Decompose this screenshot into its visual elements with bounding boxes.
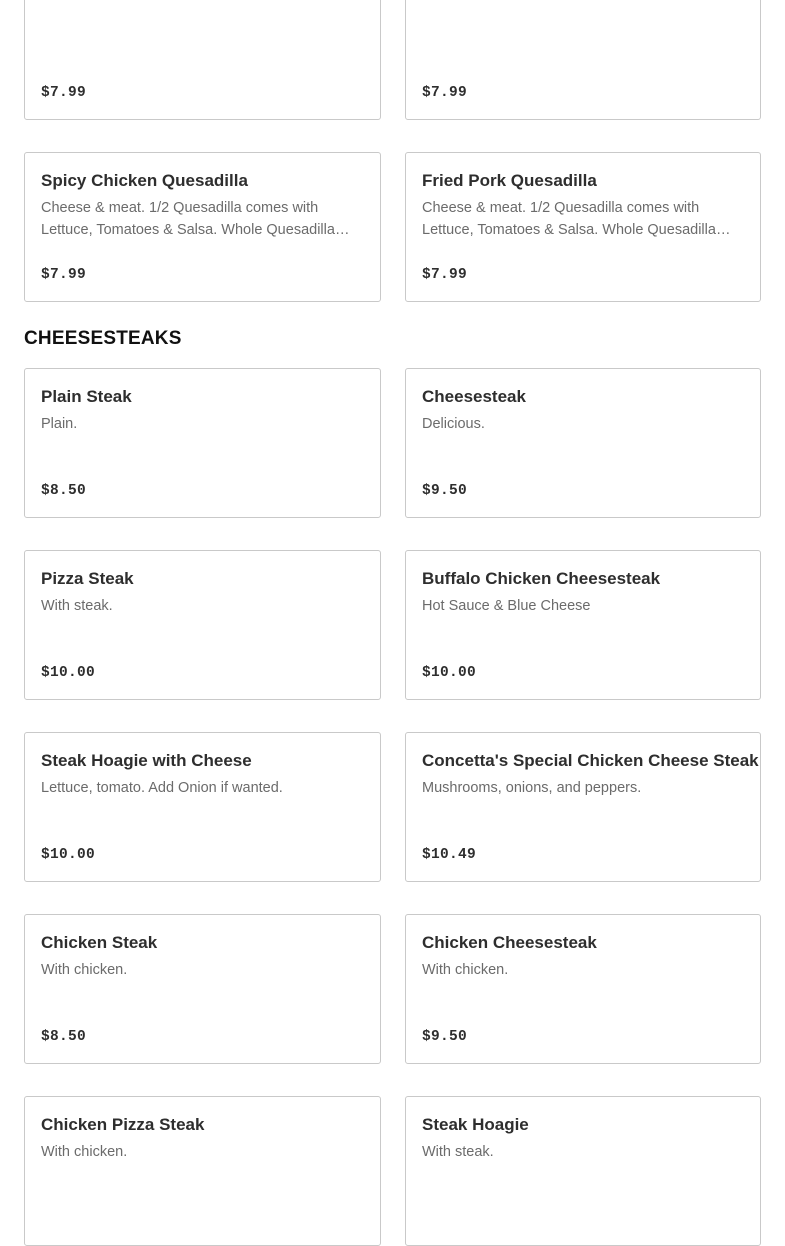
menu-item-name: Buffalo Chicken Cheesesteak — [422, 569, 661, 588]
menu-item-description: Hot Sauce & Blue Cheese — [422, 598, 591, 614]
menu-item-name: Fried Pork Quesadilla — [422, 171, 597, 190]
menu-item-name: Chicken Steak — [41, 933, 158, 952]
menu-item-card[interactable] — [24, 152, 381, 302]
menu-item-card[interactable] — [24, 550, 381, 700]
menu-item-name: Chicken Cheesesteak — [422, 933, 597, 952]
menu-item-price: $7.99 — [41, 85, 87, 101]
menu-item-price: $7.99 — [41, 267, 87, 283]
menu-item-name: Pizza Steak — [41, 569, 134, 588]
menu-item-price: $9.50 — [422, 1029, 468, 1045]
menu-item-name: Plain Steak — [41, 387, 132, 406]
menu-item-description: Delicious. — [422, 416, 485, 432]
menu-item-card[interactable] — [24, 368, 381, 518]
menu-item-price: $8.50 — [41, 483, 87, 499]
menu-item-price: $9.50 — [422, 483, 468, 499]
section-title-cheesesteaks: CHEESESTEAKS — [24, 328, 182, 349]
menu-item-card[interactable] — [24, 0, 381, 120]
menu-item-card[interactable] — [405, 152, 761, 302]
menu-item-card[interactable] — [24, 732, 381, 882]
menu-item-description: Lettuce, tomato. Add Onion if wanted. — [41, 780, 283, 796]
menu-item-card[interactable] — [405, 914, 761, 1064]
menu-item-price: $8.50 — [41, 1029, 87, 1045]
cheesesteak-items — [24, 368, 761, 1246]
menu-item-description: Cheese & meat. 1/2 Quesadilla comes with Lettuce, Tomatoes & Salsa. Whole Quesadilla — [422, 200, 716, 238]
menu-item-price: $10.00 — [41, 665, 96, 681]
menu-item-price: $10.00 — [422, 665, 477, 681]
menu-item-description: Cheese & meat. 1/2 Quesadilla comes with Lettuce, Tomatoes & Salsa. Whole Quesadilla — [41, 200, 335, 238]
menu-item-card[interactable] — [405, 368, 761, 518]
menu-item-card[interactable] — [405, 732, 761, 882]
menu-item-card[interactable] — [405, 550, 761, 700]
menu-item-name: Chicken Pizza Steak — [41, 1115, 205, 1134]
menu-item-card[interactable] — [24, 914, 381, 1064]
menu-item-description: With steak. — [41, 598, 113, 614]
menu-item-description: With chicken. — [41, 1144, 128, 1160]
quesadilla-items — [24, 0, 761, 302]
menu-item-name: Spicy Chicken Quesadilla — [41, 171, 248, 190]
menu-item-description: With steak. — [422, 1144, 494, 1160]
menu-item-price: $10.49 — [422, 847, 477, 863]
menu-item-description: Plain. — [41, 416, 78, 432]
menu-item-price: $7.99 — [422, 85, 468, 101]
menu-item-card[interactable] — [405, 0, 761, 120]
menu-item-name: Steak Hoagie with Cheese — [41, 751, 252, 770]
menu-item-description: With chicken. — [41, 962, 128, 978]
menu-item-name: Concetta's Special Chicken Cheese Steak — [422, 751, 759, 770]
menu-item-description: With chicken. — [422, 962, 509, 978]
menu-item-card[interactable] — [24, 1096, 381, 1246]
menu-item-name: Cheesesteak — [422, 387, 526, 406]
menu-item-name: Steak Hoagie — [422, 1115, 529, 1134]
menu-item-price: $7.99 — [422, 267, 468, 283]
menu-content — [24, 0, 761, 1246]
menu-item-description: Mushrooms, onions, and peppers. — [422, 780, 642, 796]
menu-item-price: $10.00 — [41, 847, 96, 863]
menu-item-card[interactable] — [405, 1096, 761, 1246]
